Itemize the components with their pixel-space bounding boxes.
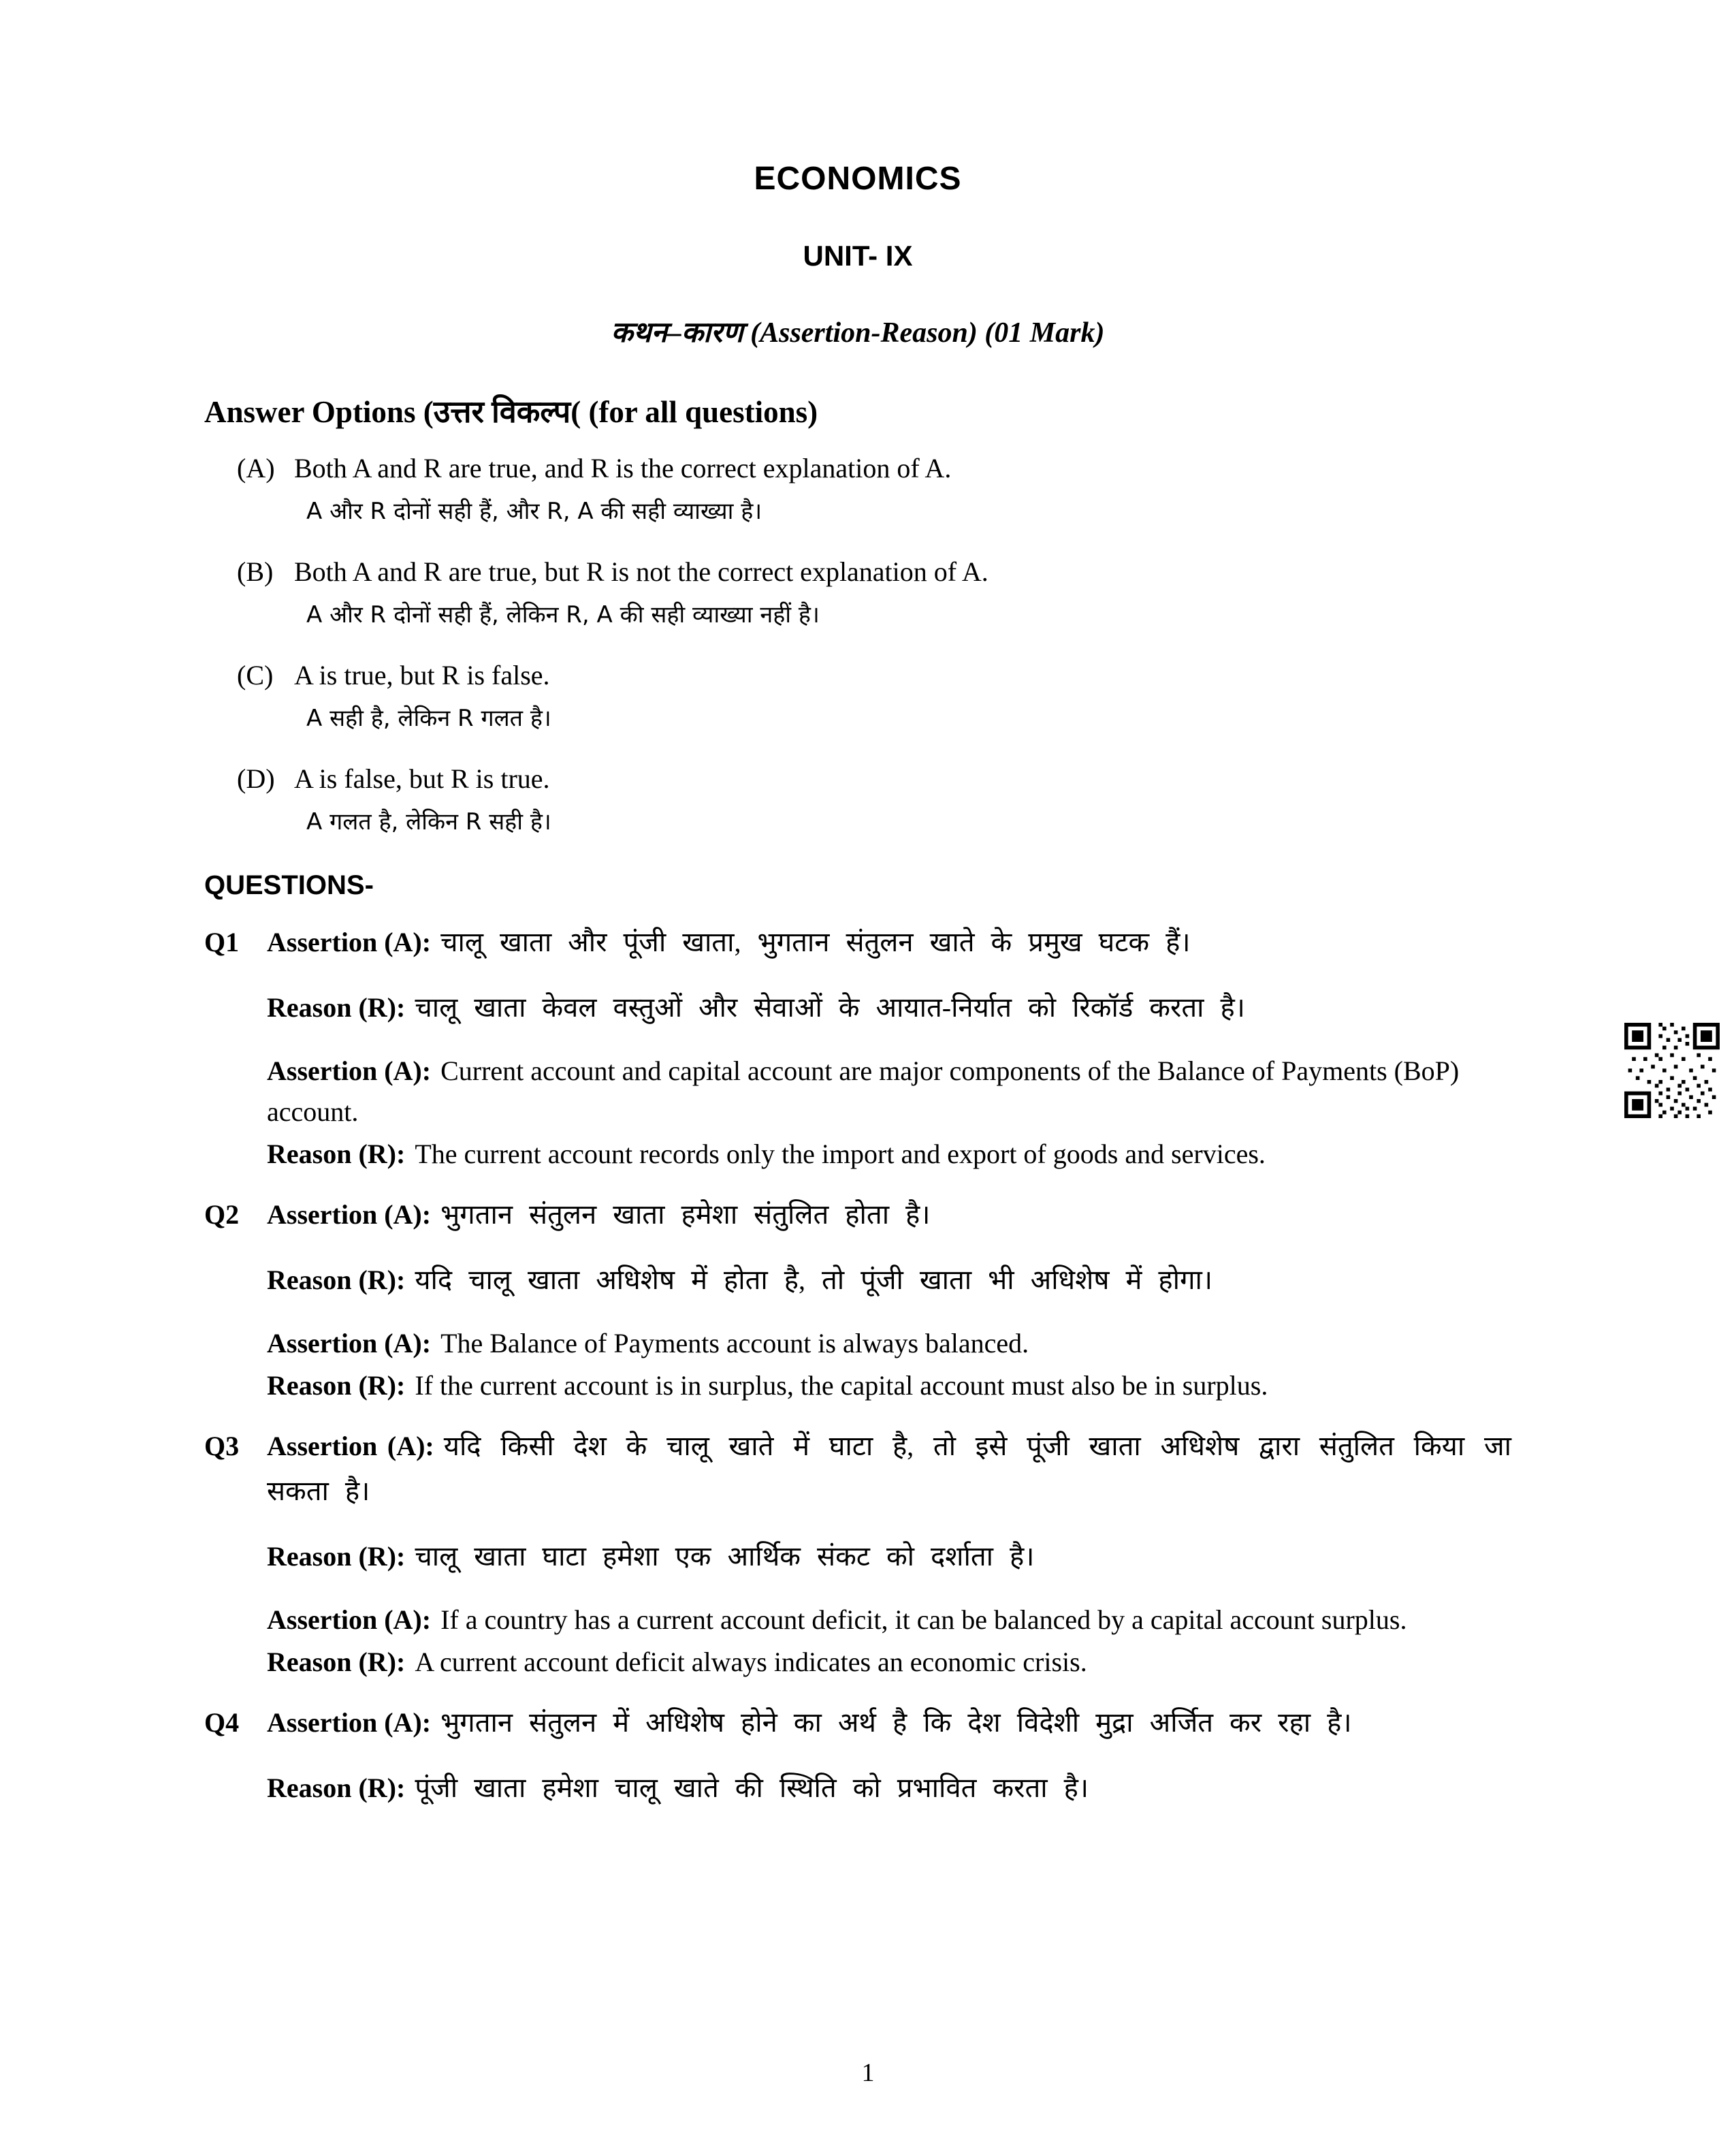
qr-code (1624, 1023, 1720, 1118)
option-text-en: A is true, but R is false. (294, 660, 550, 690)
assertion-text-hi: भुगतान संतुलन में अधिशेष होने का अर्थ है कि देश विदेशी मुद्रा अर्जित कर रहा है। (440, 1707, 1352, 1738)
assertion-label: Assertion (A): (267, 927, 432, 957)
assertion-label: Assertion (A): (267, 1707, 432, 1738)
assertion-hindi (267, 920, 1511, 965)
option-text-hi: A गलत है, लेकिन R सही है। (306, 808, 551, 836)
reason-label: Reason (R): (267, 1370, 406, 1401)
option-label: (A) (237, 453, 275, 483)
option-text-en: A is false, but R is true. (294, 763, 550, 794)
reason-hindi (267, 1766, 1511, 1811)
assertion-hindi (267, 1192, 1511, 1237)
option-text-en: Both A and R are true, but R is not the correct explanation of A. (294, 556, 988, 587)
reason-text-hi: चालू खाता केवल वस्तुओं और सेवाओं के आयात-निर्यात को रिकॉर्ड करता है। (415, 992, 1245, 1023)
answer-options-heading: Answer Options (उत्तर विकल्प( (for all questions) (204, 395, 818, 429)
reason-hindi (267, 1534, 1511, 1579)
page-number: 1 (861, 2059, 875, 2087)
assertion-text-hi: यदि किसी देश के चालू खाते में घाटा है, तो इसे पूंजी खाता अधिशेष द्वारा संतुलित किया जा सकता है। (267, 1431, 1511, 1506)
question-q2 (204, 1192, 1511, 1406)
answer-option-a (204, 449, 1511, 530)
option-body (294, 656, 1511, 737)
question-number: Q1 (204, 927, 240, 957)
answer-option-b (204, 553, 1511, 633)
reason-english (267, 1642, 1511, 1683)
option-text-en: Both A and R are true, and R is the correct explanation of A. (294, 453, 952, 483)
answer-options-section (204, 390, 1511, 840)
page-title: ECONOMICS (754, 161, 962, 197)
reason-label: Reason (R): (267, 992, 406, 1023)
assertion-hindi (267, 1424, 1511, 1514)
reason-text-hi: यदि चालू खाता अधिशेष में होता है, तो पूंजी खाता भी अधिशेष में होगा। (415, 1265, 1213, 1295)
assertion-reason-heading: कथन–कारण (Assertion-Reason) (01 Mark) (611, 317, 1105, 349)
question-q3 (204, 1424, 1511, 1683)
assertion-label: Assertion (A): (267, 1604, 432, 1635)
assertion-text-en: The Balance of Payments account is always balanced. (440, 1328, 1029, 1358)
reason-text-en: A current account deficit always indicates an economic crisis. (415, 1647, 1087, 1677)
assertion-text-hi: भुगतान संतुलन खाता हमेशा संतुलित होता है। (440, 1199, 931, 1230)
page-content (204, 160, 1511, 1831)
reason-text-en: The current account records only the import and export of goods and services. (415, 1139, 1266, 1169)
assertion-label: Assertion (A): (267, 1199, 432, 1230)
option-body (294, 449, 1511, 530)
reason-label: Reason (R): (267, 1139, 406, 1169)
unit-heading: UNIT- IX (803, 240, 913, 272)
reason-english (267, 1365, 1511, 1406)
option-label: (C) (237, 660, 274, 690)
assertion-english (267, 1051, 1511, 1132)
assertion-english (267, 1323, 1511, 1364)
assertion-text-en: If a country has a current account deficit, it can be balanced by a capital account surplus. (440, 1604, 1407, 1635)
question-q1 (204, 920, 1511, 1175)
option-text-hi: A सही है, लेकिन R गलत है। (306, 705, 551, 732)
reason-hindi (267, 985, 1511, 1030)
answer-option-c (204, 656, 1511, 737)
reason-text-hi: पूंजी खाता हमेशा चालू खाते की स्थिति को प्रभावित करता है। (415, 1773, 1089, 1803)
reason-text-en: If the current account is in surplus, the capital account must also be in surplus. (415, 1370, 1268, 1401)
assertion-label: Assertion (A): (267, 1431, 434, 1461)
question-number: Q2 (204, 1199, 240, 1230)
option-body (294, 553, 1511, 633)
reason-label: Reason (R): (267, 1541, 406, 1572)
assertion-english (267, 1600, 1511, 1640)
assertion-hindi (267, 1700, 1511, 1745)
reason-label: Reason (R): (267, 1773, 406, 1803)
assertion-label: Assertion (A): (267, 1055, 432, 1086)
reason-english (267, 1134, 1511, 1175)
option-body (294, 760, 1511, 840)
assertion-text-hi: चालू खाता और पूंजी खाता, भुगतान संतुलन खाते के प्रमुख घटक हैं। (440, 927, 1191, 957)
option-label: (D) (237, 763, 275, 794)
reason-label: Reason (R): (267, 1265, 406, 1295)
reason-label: Reason (R): (267, 1647, 406, 1677)
option-label: (B) (237, 556, 274, 587)
assertion-text-en: Current account and capital account are major components of the Balance of Payments (BoP) account. (267, 1055, 1460, 1127)
question-number: Q3 (204, 1431, 240, 1461)
option-text-hi: A और R दोनों सही हैं, लेकिन R, A की सही व्याख्या नहीं है। (306, 601, 820, 629)
answer-option-d (204, 760, 1511, 840)
question-q4 (204, 1700, 1511, 1811)
option-text-hi: A और R दोनों सही हैं, और R, A की सही व्याख्या है। (306, 498, 762, 525)
question-number: Q4 (204, 1707, 240, 1738)
reason-text-hi: चालू खाता घाटा हमेशा एक आर्थिक संकट को दर्शाता है। (415, 1541, 1035, 1572)
assertion-label: Assertion (A): (267, 1328, 432, 1358)
questions-heading: QUESTIONS- (204, 870, 374, 900)
reason-hindi (267, 1258, 1511, 1303)
